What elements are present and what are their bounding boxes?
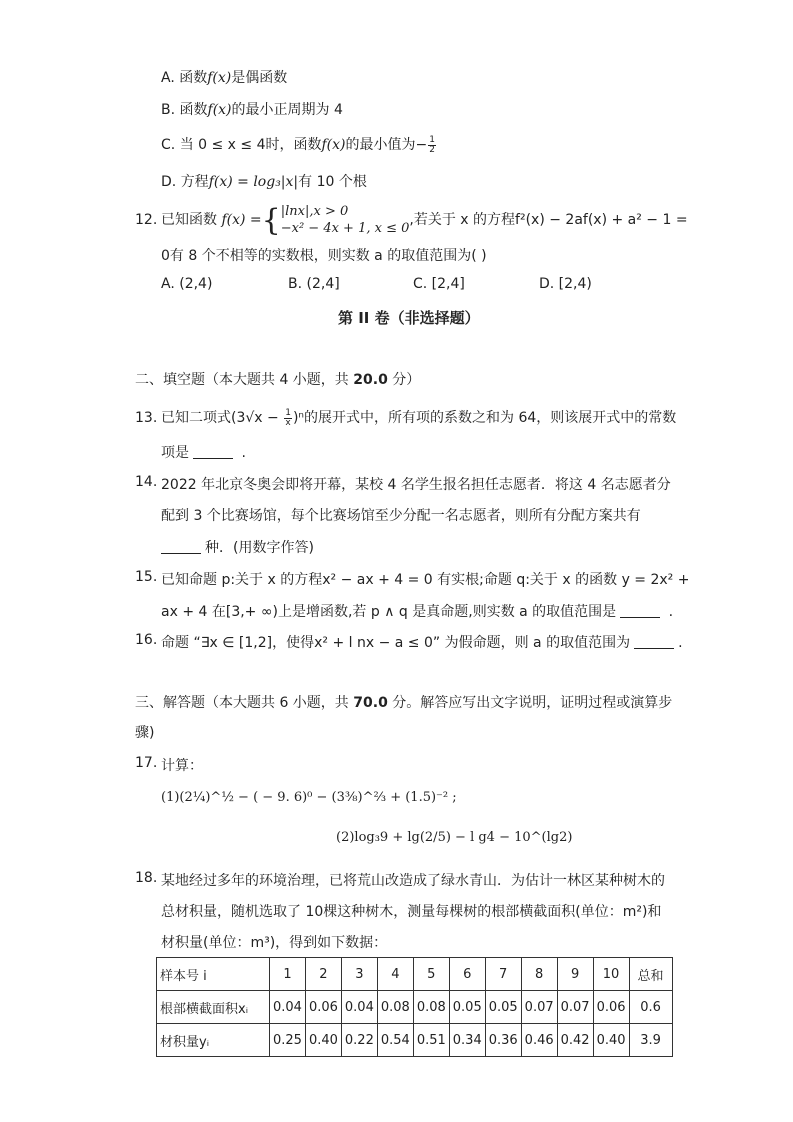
table-header-cell: 2 — [305, 958, 341, 991]
answer-blank — [620, 605, 660, 618]
q11-option-c: C. 当 0 ≤ x ≤ 4时，函数f(x)的最小值为− $\frac{1}{2}$ — [161, 134, 435, 155]
q12-line2: 0有 8 个不相等的实数根，则实数 a 的取值范围为( ) — [161, 248, 487, 264]
table-header-cell: 4 — [377, 958, 413, 991]
table-cell: 0.05 — [485, 991, 521, 1024]
table-cell: 3.9 — [629, 1024, 672, 1057]
table-header-cell: 1 — [270, 958, 306, 991]
table-cell: 0.05 — [449, 991, 485, 1024]
table-cell: 0.40 — [305, 1024, 341, 1057]
answer-blank — [193, 446, 233, 459]
section2-header: 二、填空题（本大题共 4 小题，共 20.0 分） — [135, 372, 421, 388]
q18-line1: 某地经过多年的环境治理，已将荒山改造成了绿水青山．为估计一林区某种树木的 — [161, 873, 665, 889]
q17-title: 计算： — [161, 758, 203, 774]
table-header-cell: 总和 — [629, 958, 672, 991]
table-cell: 0.07 — [521, 991, 557, 1024]
q17-expression-1: (1)(2¼)^½ − ( − 9. 6)⁰ − (3⅜)^⅔ + (1.5)⁻² ; — [161, 790, 457, 805]
q17-expression-2: (2)log₃9 + lg(2/5) − l g4 − 10^(lg2) — [336, 830, 573, 845]
q18-line3: 材积量(单位：m³)，得到如下数据： — [161, 935, 388, 951]
table-cell: 0.08 — [377, 991, 413, 1024]
table-cell: 0.34 — [449, 1024, 485, 1057]
table-cell: 0.07 — [557, 991, 593, 1024]
table-header-row — [157, 958, 673, 991]
q14-number: 14. — [135, 474, 158, 490]
q18-number: 18. — [135, 870, 158, 886]
q12-number: 12. — [135, 212, 158, 228]
q16-number: 16. — [135, 632, 158, 648]
data-table — [156, 957, 673, 1057]
q12-option-b: B. (2,4] — [288, 276, 340, 292]
table-row-label: 根部横截面积xᵢ — [157, 991, 270, 1024]
section3-header: 三、解答题（本大题共 6 小题，共 70.0 分。解答应写出文字说明，证明过程或演算步 — [135, 695, 673, 711]
table-header-label: 样本号 i — [157, 958, 270, 991]
table-cell: 0.6 — [629, 991, 672, 1024]
part2-title: 第 II 卷（非选择题） — [338, 309, 480, 327]
q17-number: 17. — [135, 755, 158, 771]
q11-option-a: A. 函数f(x)是偶函数 — [161, 70, 288, 86]
q13-line2: 项是 . — [161, 445, 246, 461]
table-row — [157, 1024, 673, 1057]
table-row-label: 材积量yᵢ — [157, 1024, 270, 1057]
table-cell: 0.54 — [377, 1024, 413, 1057]
answer-blank — [634, 636, 674, 649]
q11-option-b: B. 函数f(x)的最小正周期为 4 — [161, 102, 343, 118]
table-cell: 0.40 — [593, 1024, 629, 1057]
table-row — [157, 991, 673, 1024]
table-header-cell: 6 — [449, 958, 485, 991]
q14-line3: 种．(用数字作答) — [161, 537, 314, 557]
table-header-cell: 7 — [485, 958, 521, 991]
q12-line1: 已知函数 f(x) ={ |lnx|,x > 0 −x² − 4x + 1, x ≤ 0 ,若关于 x 的方程f²(x) − 2af(x) + a² − 1 = — [161, 203, 688, 238]
q14-line1: 2022 年北京冬奥会即将开幕，某校 4 名学生报名担任志愿者．将这 4 名志愿者分 — [161, 477, 671, 493]
table-cell: 0.36 — [485, 1024, 521, 1057]
table-header-cell: 3 — [341, 958, 377, 991]
q13-line1: 已知二项式(3√x − $\frac{1}{x}$ )ⁿ的展开式中，所有项的系数之和为 64，则该展开式中的常数 — [161, 407, 677, 428]
table-cell: 0.06 — [593, 991, 629, 1024]
q14-line2: 配到 3 个比赛场馆，每个比赛场馆至少分配一名志愿者，则所有分配方案共有 — [161, 508, 641, 524]
table-cell: 0.46 — [521, 1024, 557, 1057]
table-header-cell: 9 — [557, 958, 593, 991]
q15-number: 15. — [135, 569, 158, 585]
q12-option-a: A. (2,4) — [161, 276, 213, 292]
answer-blank — [161, 541, 201, 554]
table-cell: 0.25 — [270, 1024, 306, 1057]
q18-line2: 总材积量，随机选取了 10棵这种树木，测量每棵树的根部横截面积(单位：m²)和 — [161, 904, 662, 920]
table-cell: 0.51 — [413, 1024, 449, 1057]
table-cell: 0.22 — [341, 1024, 377, 1057]
q16-line1: 命题 “∃x ∈ [1,2]，使得x² + l nx − a ≤ 0” 为假命题，则 a 的取值范围为 . — [161, 635, 683, 651]
section3-header-line2: 骤) — [135, 725, 155, 741]
q12-option-d: D. [2,4) — [539, 276, 592, 292]
table-header-cell: 5 — [413, 958, 449, 991]
table-cell: 0.04 — [341, 991, 377, 1024]
table-cell: 0.04 — [270, 991, 306, 1024]
q15-line1: 已知命题 p:关于 x 的方程x² − ax + 4 = 0 有实根;命题 q:关于 x 的函数 y = 2x² + — [161, 572, 690, 588]
q12-option-c: C. [2,4] — [413, 276, 465, 292]
q11-option-d: D. 方程f(x) = log₃|x|有 10 个根 — [161, 174, 367, 190]
table-header-cell: 8 — [521, 958, 557, 991]
table-cell: 0.06 — [305, 991, 341, 1024]
table-cell: 0.08 — [413, 991, 449, 1024]
table-cell: 0.42 — [557, 1024, 593, 1057]
q15-line2: ax + 4 在[3,+ ∞)上是增函数,若 p ∧ q 是真命题,则实数 a 的取值范围是 . — [161, 604, 674, 620]
q13-number: 13. — [135, 410, 158, 426]
table-header-cell: 10 — [593, 958, 629, 991]
